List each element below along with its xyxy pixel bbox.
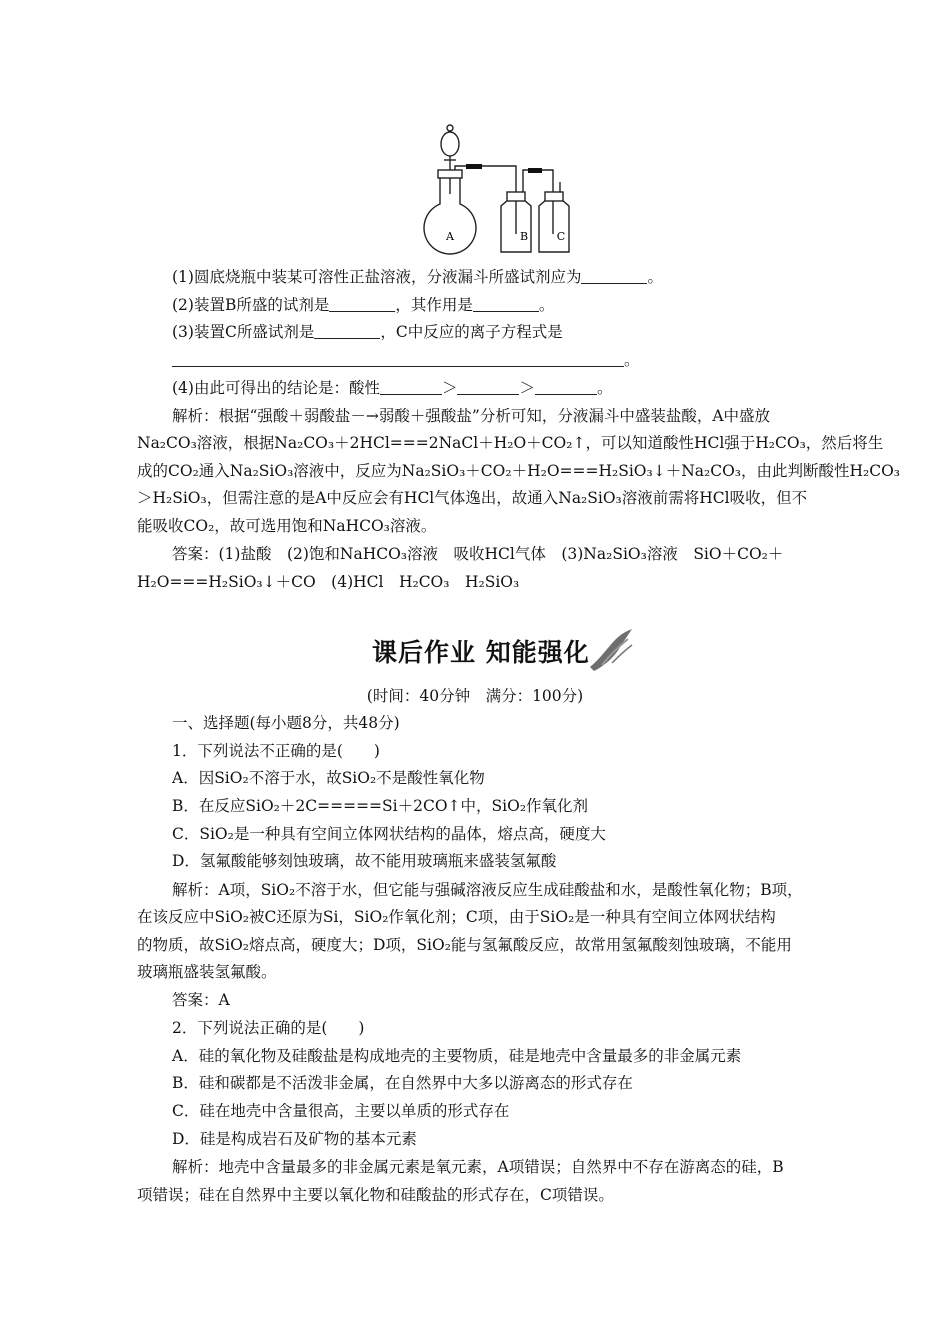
answer-blank <box>457 378 519 395</box>
analysis-text: 的物质，故SiO₂熔点高，硬度大；D项，SiO₂能与氢氟酸反应，故常用氢氟酸刻蚀玻璃，不能用 <box>137 936 792 954</box>
option-a: A．因SiO₂不溶于水，故SiO₂不是酸性氧化物 <box>172 769 485 787</box>
analysis-text: 解析：根据“强酸＋弱酸盐－→弱酸＋强酸盐”分析可知，分液漏斗中盛装盐酸，A中盛放 <box>172 407 771 425</box>
question-3-line <box>172 322 563 342</box>
analysis-text: 解析：A项，SiO₂不溶于水，但它能与强碱溶液反应生成硅酸盐和水，是酸性氧化物；B项， <box>172 881 803 899</box>
question-text: ，C中反应的离子方程式是 <box>380 323 563 341</box>
gt-sign: ＞ <box>441 379 458 397</box>
analysis-text: 玻璃瓶盛装氢氟酸。 <box>137 963 277 981</box>
brush-stroke-icon <box>582 625 642 675</box>
question-1-line <box>172 267 663 287</box>
question-3-blank-line <box>172 350 640 370</box>
funnel-stopper <box>447 125 453 131</box>
bottle-c <box>539 200 569 252</box>
answer-text: 答案：(1)盐酸 (2)饱和NaHCO₃溶液 吸收HCl气体 (3)Na₂SiO₃溶液 SiO＋CO₂＋ <box>172 545 784 563</box>
question-text: (4)由此可得出的结论是：酸性 <box>172 379 380 397</box>
analysis-text: ＞H₂SiO₃，但需注意的是A中反应会有HCl气体逸出，故通入Na₂SiO₃溶液前需将HCl吸收，但不 <box>137 489 808 507</box>
analysis-text: 项错误；硅在自然界中主要以氧化物和硅酸盐的形式存在，C项错误。 <box>137 1186 614 1204</box>
question-text: (2)装置B所盛的试剂是 <box>172 296 330 314</box>
section-heading <box>372 625 642 675</box>
option-c: C．硅在地壳中含量很高，主要以单质的形式存在 <box>172 1102 510 1120</box>
answer-blank <box>172 350 624 367</box>
answer-blank <box>581 267 647 284</box>
option-d: D．氢氟酸能够刻蚀玻璃，故不能用玻璃瓶来盛装氢氟酸 <box>172 852 557 870</box>
question-stem: 2．下列说法正确的是( ) <box>172 1019 365 1037</box>
option-b: B．在反应SiO₂＋2C=====Si＋2CO↑中，SiO₂作氧化剂 <box>172 797 589 815</box>
answer-blank <box>314 322 380 339</box>
analysis-text: 能吸收CO₂，故可选用饱和NaHCO₃溶液。 <box>137 517 437 535</box>
label-a: A <box>446 230 454 243</box>
option-d: D．硅是构成岩石及矿物的基本元素 <box>172 1130 417 1148</box>
question-text: (3)装置C所盛试剂是 <box>172 323 315 341</box>
question-2-line <box>172 295 554 315</box>
question-stem: 1．下列说法不正确的是( ) <box>172 742 380 760</box>
answer-blank <box>473 295 539 312</box>
separatory-funnel <box>441 132 459 156</box>
answer-blank <box>535 378 597 395</box>
apparatus-diagram <box>400 122 580 262</box>
answer-blank <box>329 295 395 312</box>
section-title: 课后作业 知能强化 <box>372 638 590 667</box>
option-b: B．硅和碳都是不活泼非金属，在自然界中大多以游离态的形式存在 <box>172 1074 633 1092</box>
punct: 。 <box>624 351 640 369</box>
label-b: B <box>519 230 529 243</box>
option-a: A．硅的氧化物及硅酸盐是构成地壳的主要物质，硅是地壳中含量最多的非金属元素 <box>172 1047 742 1065</box>
answer-blank <box>380 378 442 395</box>
question-4-line <box>172 378 613 398</box>
part-heading: 一、选择题(每小题8分，共48分) <box>172 714 400 732</box>
punct: 。 <box>538 296 555 314</box>
punct: 。 <box>647 268 663 286</box>
analysis-text: 在该反应中SiO₂被C还原为Si，SiO₂作氧化剂；C项，由于SiO₂是一种具有空间立体网状结构 <box>137 908 776 926</box>
punct: 。 <box>597 379 613 397</box>
time-score-info: (时间：40分钟 满分：100分) <box>366 687 584 705</box>
analysis-text: Na₂CO₃溶液，根据Na₂CO₃＋2HCl===2NaCl＋H₂O＋CO₂↑，可以知道酸性HCl强于H₂CO₃，然后将生 <box>137 434 884 452</box>
analysis-text: 解析：地壳中含量最多的非金属元素是氧元素，A项错误；自然界中不存在游离态的硅，B <box>172 1158 784 1176</box>
gt-sign: ＞ <box>519 379 535 397</box>
analysis-text: 成的CO₂通入Na₂SiO₃溶液中，反应为Na₂SiO₃＋CO₂＋H₂O===H₂SiO₃↓＋Na₂CO₃，由此判断酸性H₂CO₃ <box>137 462 901 480</box>
question-text: ，其作用是 <box>395 296 473 314</box>
answer-text: 答案：A <box>172 991 230 1009</box>
option-c: C．SiO₂是一种具有空间立体网状结构的晶体，熔点高，硬度大 <box>172 825 606 843</box>
question-text: (1)圆底烧瓶中装某可溶性正盐溶液，分液漏斗所盛试剂应为 <box>172 268 582 286</box>
label-c: C <box>556 230 566 243</box>
answer-text: H₂O===H₂SiO₃↓＋CO (4)HCl H₂CO₃ H₂SiO₃ <box>137 573 520 591</box>
